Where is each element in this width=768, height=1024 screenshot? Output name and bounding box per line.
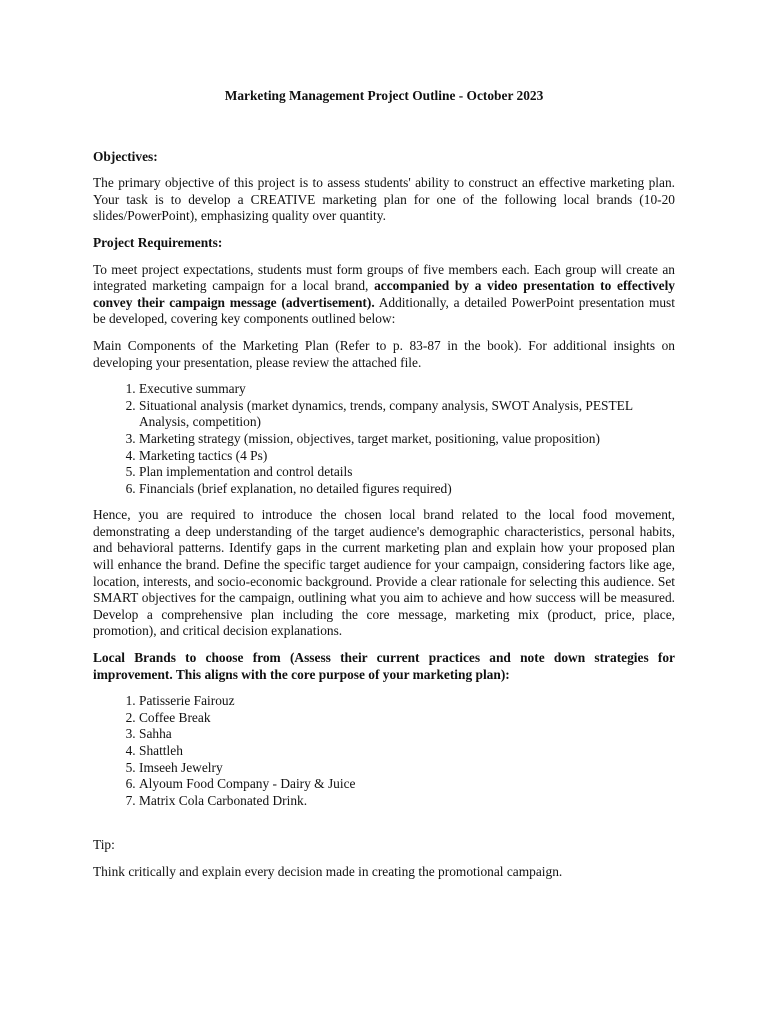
spacer (93, 819, 675, 837)
objectives-heading: Objectives: (93, 148, 158, 164)
list-item: 1. Patisserie Fairouz (139, 693, 675, 710)
list-item: 2. Coffee Break (139, 710, 675, 727)
list-item: 7. Matrix Cola Carbonated Drink. (139, 793, 675, 810)
list-item: 5. Plan implementation and control details (139, 464, 675, 481)
requirements-heading: Project Requirements: (93, 234, 223, 250)
list-item: 4. Shattleh (139, 743, 675, 760)
list-item: 6. Alyoum Food Company - Dairy & Juice (139, 776, 675, 793)
list-item: 4. Marketing tactics (4 Ps) (139, 448, 675, 465)
requirements-paragraph (93, 262, 675, 328)
components-list (93, 381, 675, 497)
list-item: 3. Marketing strategy (mission, objectives, target market, positioning, value proposition) (139, 431, 675, 448)
brands-heading: Local Brands to choose from (Assess their current practices and note down strategies for improvement. This aligns with the core purpose of your marketing plan): (93, 650, 675, 682)
list-item: 1. Executive summary (139, 381, 675, 398)
tip-heading: Tip: (93, 837, 115, 853)
tip-text: Think critically and explain every decision made in creating the promotional campaign. (93, 863, 563, 879)
page-title: Marketing Management Project Outline - October 2023 (224, 88, 544, 103)
list-item: 3. Sahha (139, 726, 675, 743)
requirements-text-b: Additionally, a detailed PowerPoint presentation must be developed, covering key components outlined below: (93, 294, 675, 327)
brands-list (93, 693, 675, 809)
list-item: 5. Imseeh Jewelry (139, 760, 675, 777)
requirements-text-bold: accompanied by a video presentation to effectively convey their campaign message (advertisement). (93, 278, 675, 310)
components-intro: Main Components of the Marketing Plan (Refer to p. 83-87 in the book). For additional insights on developing your presentation, please review the attached file. (93, 337, 675, 370)
objectives-text: The primary objective of this project is to assess students' ability to construct an effective marketing plan. Your task is to develop a CREATIVE marketing plan for one of the following local brands (10-20 slides/PowerPoint), emphasizing quality over quantity. (93, 175, 675, 224)
requirements-text-a: To meet project expectations, students must form groups of five members each. Each group will create an integrated marketing campaign for a local brand, (93, 261, 675, 294)
hence-paragraph: Hence, you are required to introduce the chosen local brand related to the local food movement, demonstrating a deep understanding of the target audience's demographic characteristics, personal habits, and behavioral patterns. Identify gaps in the current marketing plan and explain how your proposed plan will enhance the brand. Define the specific target audience for your campaign, considering factors like age, location, interests, and socio-economic background. Provide a clear rationale for selecting this audience. Set SMART objectives for the campaign, outlining what you aim to achieve and how success will be measured. Develop a comprehensive plan including the core message, marketing mix (product, price, place, promotion), and critical decision explanations. (93, 507, 675, 639)
list-item: 2. Situational analysis (market dynamics, trends, company analysis, SWOT Analysis, PESTEL Analysis, competition) (139, 398, 675, 431)
list-item: 6. Financials (brief explanation, no detailed figures required) (139, 481, 675, 498)
